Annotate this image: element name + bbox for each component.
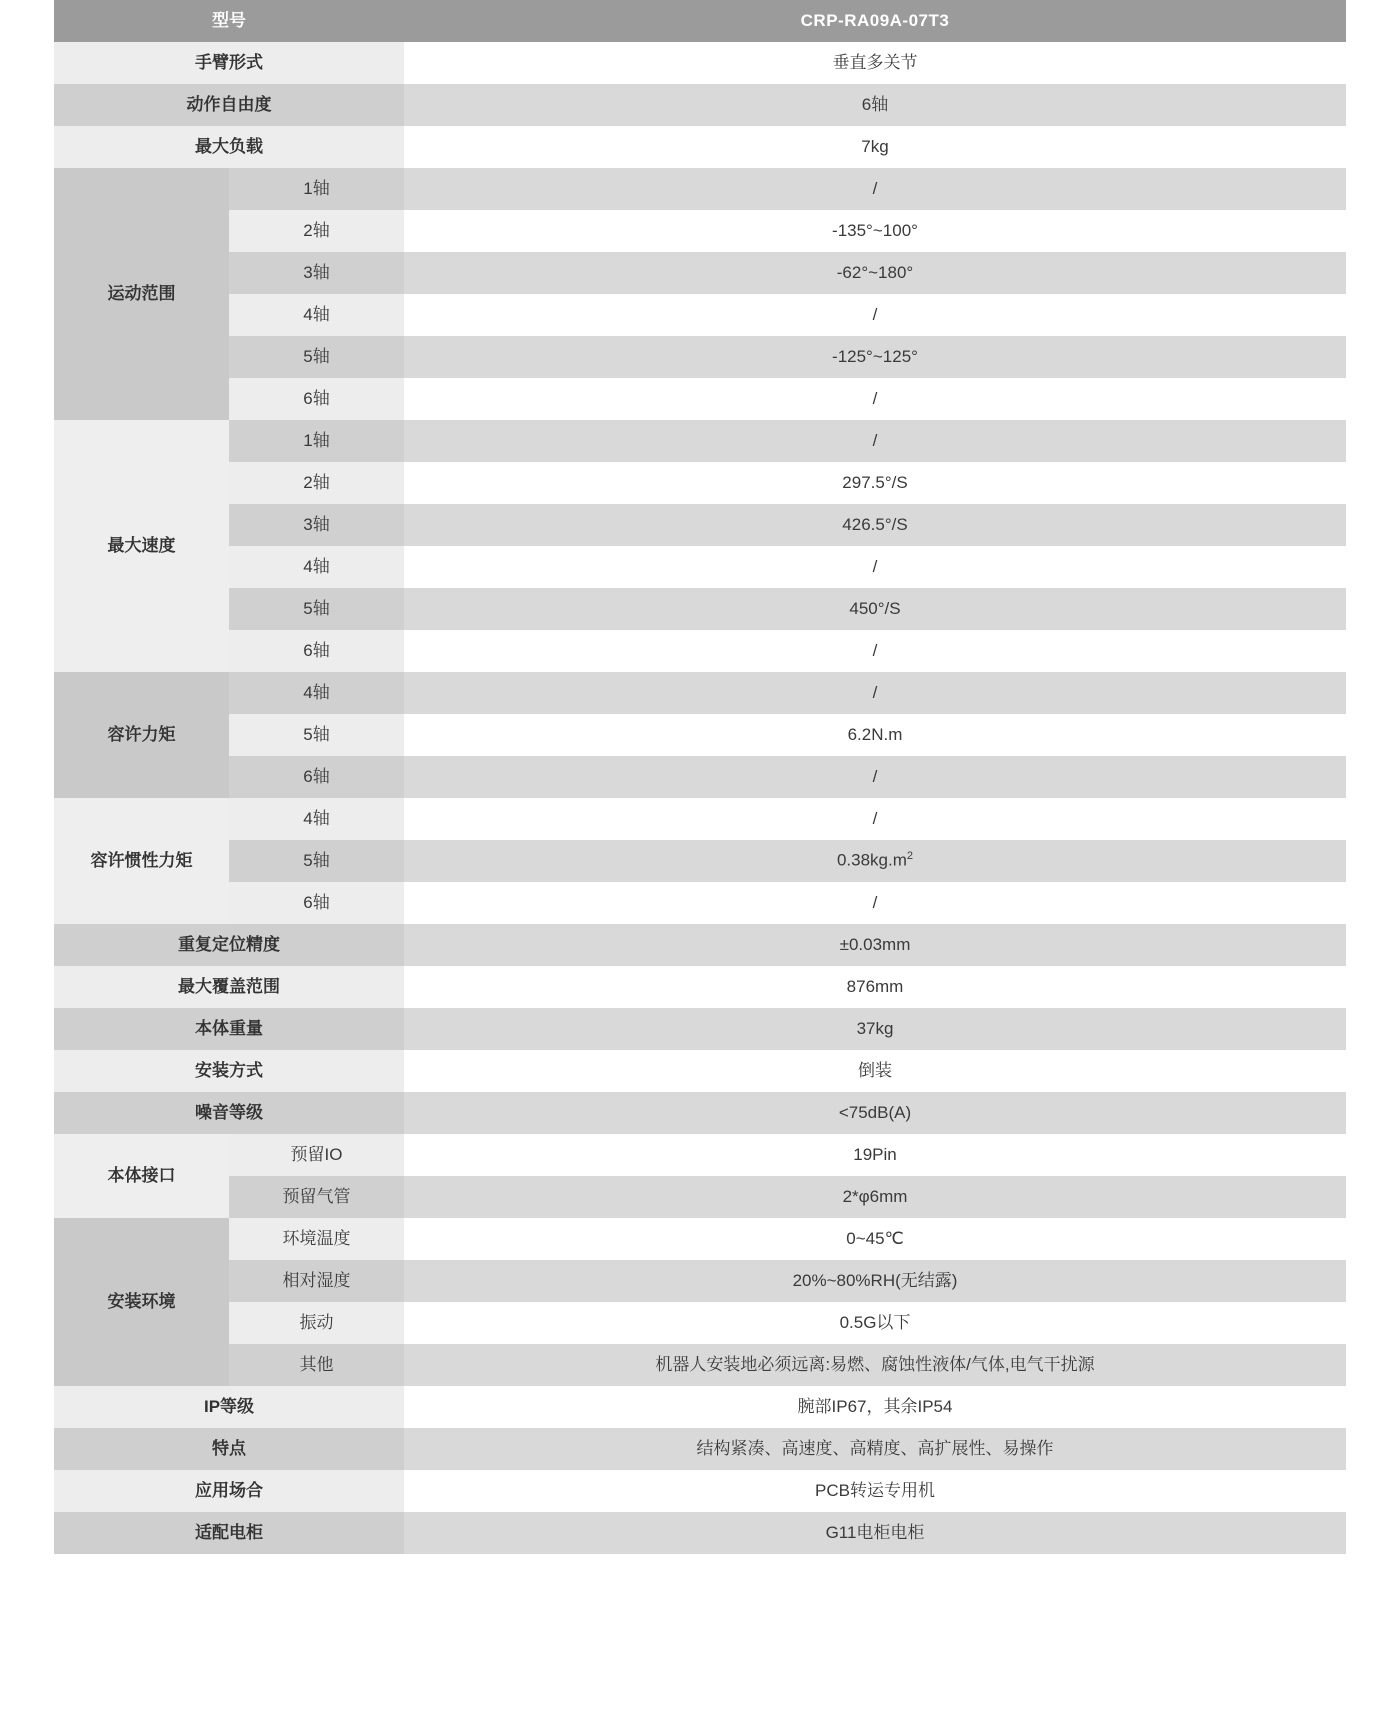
row-value: 结构紧凑、高速度、高精度、高扩展性、易操作 [404,1428,1346,1470]
row-value: 腕部IP67，其余IP54 [404,1386,1346,1428]
group-label-motion-range: 运动范围 [54,168,229,420]
axis-label: 2轴 [229,210,404,252]
row-value: ±0.03mm [404,924,1346,966]
row-label: 适配电柜 [54,1512,404,1554]
table-row [54,504,1346,546]
inertia-value-exponent: 2 [906,850,914,863]
row-label: 重复定位精度 [54,924,404,966]
axis-label: 3轴 [229,504,404,546]
specification-table [54,0,1346,1554]
interface-item-label: 预留气管 [229,1176,404,1218]
row-value: <75dB(A) [404,1092,1346,1134]
table-row [54,1176,1346,1218]
environment-item-value: 20%~80%RH(无结露) [404,1260,1346,1302]
table-row [54,1470,1346,1512]
axis-value: / [404,630,1346,672]
row-value: 37kg [404,1008,1346,1050]
environment-item-label: 其他 [229,1344,404,1386]
header-label: 型号 [54,0,404,42]
row-label: 应用场合 [54,1470,404,1512]
table-row [54,252,1346,294]
axis-value: / [404,168,1346,210]
axis-value: 426.5°/S [404,504,1346,546]
axis-value: -62°~180° [404,252,1346,294]
axis-label: 5轴 [229,588,404,630]
axis-value: / [404,798,1346,840]
table-row [54,1512,1346,1554]
row-label: 手臂形式 [54,42,404,84]
table-row [54,378,1346,420]
table-row [54,126,1346,168]
row-label: IP等级 [54,1386,404,1428]
table-row [54,462,1346,504]
environment-item-value: 0~45℃ [404,1218,1346,1260]
table-row [54,924,1346,966]
axis-label: 5轴 [229,336,404,378]
table-row [54,546,1346,588]
row-value: 垂直多关节 [404,42,1346,84]
table-row [54,1050,1346,1092]
axis-label: 2轴 [229,462,404,504]
axis-value-inertia [404,840,1346,882]
axis-label: 6轴 [229,630,404,672]
axis-value: / [404,756,1346,798]
axis-label: 4轴 [229,294,404,336]
table-row [54,588,1346,630]
group-label-max-speed: 最大速度 [54,420,229,672]
axis-value: / [404,420,1346,462]
table-header-row [54,0,1346,42]
row-value: G11电柜电柜 [404,1512,1346,1554]
axis-value: / [404,294,1346,336]
row-value: 876mm [404,966,1346,1008]
table-row [54,1134,1346,1176]
interface-item-value: 2*φ6mm [404,1176,1346,1218]
inertia-value-text: 0.38kg.m [836,850,907,870]
axis-label: 1轴 [229,168,404,210]
row-label: 安装方式 [54,1050,404,1092]
axis-label: 4轴 [229,546,404,588]
axis-value: 6.2N.m [404,714,1346,756]
row-label: 最大负载 [54,126,404,168]
table-row [54,882,1346,924]
row-value: 6轴 [404,84,1346,126]
table-row [54,1008,1346,1050]
axis-value: / [404,672,1346,714]
header-value: CRP-RA09A-07T3 [404,0,1346,42]
table-row [54,420,1346,462]
table-row [54,168,1346,210]
row-label: 特点 [54,1428,404,1470]
table-row [54,1092,1346,1134]
axis-label: 4轴 [229,672,404,714]
axis-value: 450°/S [404,588,1346,630]
table-row [54,1302,1346,1344]
axis-value: / [404,882,1346,924]
table-row [54,336,1346,378]
axis-label: 3轴 [229,252,404,294]
table-row [54,714,1346,756]
table-row [54,630,1346,672]
row-label: 噪音等级 [54,1092,404,1134]
row-label: 最大覆盖范围 [54,966,404,1008]
table-row [54,756,1346,798]
axis-label: 6轴 [229,756,404,798]
table-row [54,42,1346,84]
table-row [54,1218,1346,1260]
axis-value: / [404,546,1346,588]
table-row [54,798,1346,840]
axis-label: 5轴 [229,714,404,756]
table-row [54,966,1346,1008]
axis-label: 6轴 [229,378,404,420]
table-row [54,1428,1346,1470]
table-row [54,1386,1346,1428]
group-label-allowable-inertia: 容许惯性力矩 [54,798,229,924]
row-value: 7kg [404,126,1346,168]
axis-value: -125°~125° [404,336,1346,378]
interface-item-label: 预留IO [229,1134,404,1176]
axis-label: 6轴 [229,882,404,924]
environment-item-label: 环境温度 [229,1218,404,1260]
axis-value: 297.5°/S [404,462,1346,504]
axis-value: / [404,378,1346,420]
table-row [54,840,1346,882]
environment-item-value: 0.5G以下 [404,1302,1346,1344]
group-label-allowable-torque: 容许力矩 [54,672,229,798]
axis-label: 4轴 [229,798,404,840]
group-label-body-interface: 本体接口 [54,1134,229,1218]
environment-item-value: 机器人安装地必须远离:易燃、腐蚀性液体/气体,电气干扰源 [404,1344,1346,1386]
environment-item-label: 相对湿度 [229,1260,404,1302]
group-label-install-environment: 安装环境 [54,1218,229,1386]
table-row [54,672,1346,714]
axis-label: 5轴 [229,840,404,882]
interface-item-value: 19Pin [404,1134,1346,1176]
table-row [54,210,1346,252]
row-value: PCB转运专用机 [404,1470,1346,1512]
table-row [54,84,1346,126]
row-value: 倒装 [404,1050,1346,1092]
axis-label: 1轴 [229,420,404,462]
table-row [54,294,1346,336]
environment-item-label: 振动 [229,1302,404,1344]
axis-value: -135°~100° [404,210,1346,252]
row-label: 本体重量 [54,1008,404,1050]
table-row [54,1344,1346,1386]
table-row [54,1260,1346,1302]
row-label: 动作自由度 [54,84,404,126]
